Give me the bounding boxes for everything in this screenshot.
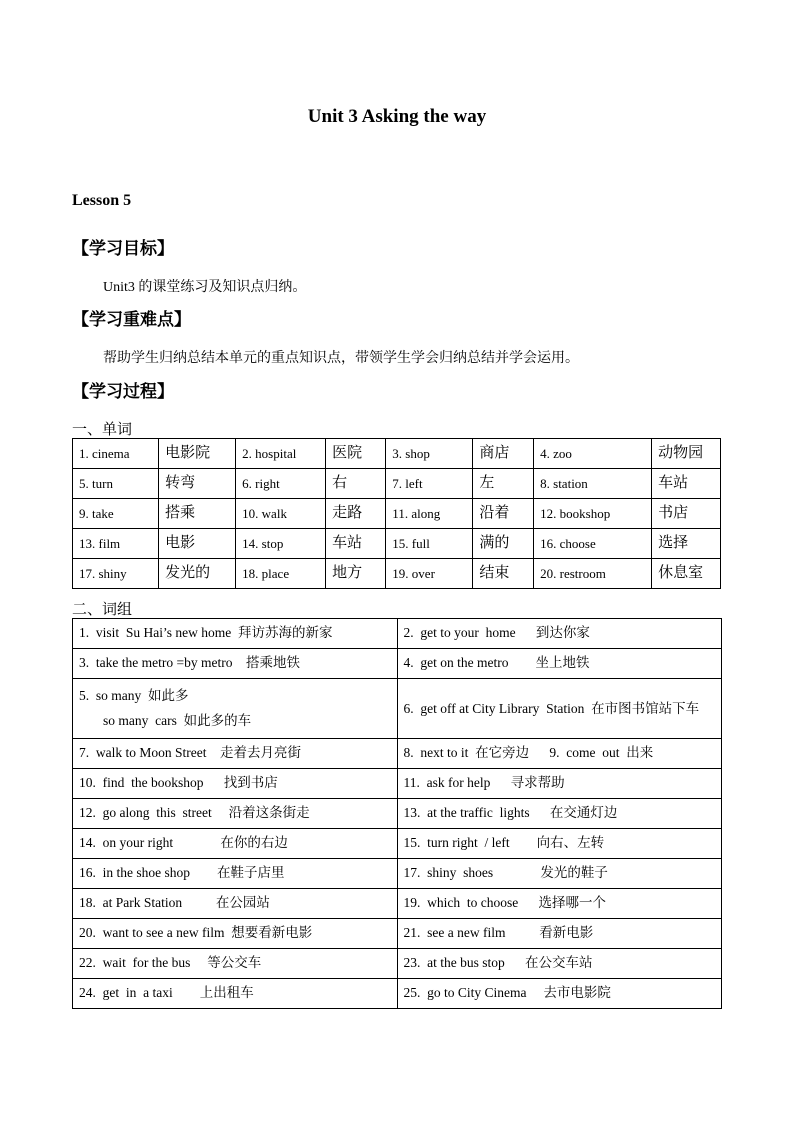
vocab-word: 19. over	[386, 559, 473, 589]
phrase-cell: 8. next to it 在它旁边 9. come out 出来	[397, 739, 722, 769]
phrase-row	[73, 649, 722, 679]
phrase-cell: 7. walk to Moon Street 走着去月亮街	[73, 739, 398, 769]
vocab-word: 18. place	[236, 559, 326, 589]
vocab-meaning: 车站	[652, 469, 721, 499]
vocab-meaning: 走路	[326, 499, 386, 529]
vocab-meaning: 搭乘	[159, 499, 236, 529]
phrase-cell: 17. shiny shoes 发光的鞋子	[397, 859, 722, 889]
vocab-word: 3. shop	[386, 439, 473, 469]
vocab-meaning: 沿着	[473, 499, 534, 529]
vocab-word: 8. station	[534, 469, 652, 499]
phrase-row	[73, 799, 722, 829]
phrase-row	[73, 829, 722, 859]
phrase-cell: 13. at the traffic lights 在交通灯边	[397, 799, 722, 829]
phrase-cell: 18. at Park Station 在公园站	[73, 889, 398, 919]
phrase-line: 5. so many 如此多	[79, 688, 189, 704]
key-text: 帮助学生归纳总结本单元的重点知识点，带领学生学会归纳总结并学会运用。	[103, 351, 579, 366]
vocab-meaning: 结束	[473, 559, 534, 589]
phrase-row	[73, 979, 722, 1009]
phrase-cell: 3. take the metro =by metro 搭乘地铁	[73, 649, 398, 679]
phrase-cell: 2. get to your home 到达你家	[397, 619, 722, 649]
vocab-heading: 一、单词	[72, 422, 133, 438]
vocab-word: 10. walk	[236, 499, 326, 529]
vocab-word: 7. left	[386, 469, 473, 499]
phrase-cell: 19. which to choose 选择哪一个	[397, 889, 722, 919]
phrase-row	[73, 739, 722, 769]
phrase-cell: 4. get on the metro 坐上地铁	[397, 649, 722, 679]
phrase-cell: 12. go along this street 沿着这条街走	[73, 799, 398, 829]
phrase-cell: 15. turn right / left 向右、左转	[397, 829, 722, 859]
vocab-meaning: 满的	[473, 529, 534, 559]
page-title: Unit 3 Asking the way	[307, 106, 487, 127]
vocab-meaning: 左	[473, 469, 534, 499]
vocab-meaning: 商店	[473, 439, 534, 469]
goal-heading: 【学习目标】	[72, 239, 174, 258]
vocab-meaning: 休息室	[652, 559, 721, 589]
phrase-cell: 21. see a new film 看新电影	[397, 919, 722, 949]
phrase-table	[72, 618, 722, 1009]
phrase-row	[73, 619, 722, 649]
vocab-meaning: 动物园	[652, 439, 721, 469]
vocab-word: 4. zoo	[534, 439, 652, 469]
lesson-title: Lesson 5	[72, 192, 132, 209]
vocab-meaning: 发光的	[159, 559, 236, 589]
vocab-word: 13. film	[73, 529, 159, 559]
phrase-cell: 14. on your right 在你的右边	[73, 829, 398, 859]
vocab-meaning: 书店	[652, 499, 721, 529]
vocab-meaning: 右	[326, 469, 386, 499]
vocab-row	[73, 559, 721, 589]
vocab-meaning: 选择	[652, 529, 721, 559]
key-heading: 【学习重难点】	[72, 310, 191, 329]
phrase-cell: 20. want to see a new film 想要看新电影	[73, 919, 398, 949]
phrase-row	[73, 859, 722, 889]
phrase-cell: 11. ask for help 寻求帮助	[397, 769, 722, 799]
vocab-row	[73, 469, 721, 499]
vocab-word: 11. along	[386, 499, 473, 529]
phrase-line: so many cars 如此多的车	[103, 712, 252, 728]
vocab-word: 12. bookshop	[534, 499, 652, 529]
vocab-word: 2. hospital	[236, 439, 326, 469]
vocab-word: 6. right	[236, 469, 326, 499]
vocab-meaning: 车站	[326, 529, 386, 559]
phrase-row	[73, 889, 722, 919]
vocab-word: 14. stop	[236, 529, 326, 559]
goal-text: Unit3 的课堂练习及知识点归纳。	[103, 280, 307, 295]
vocab-table	[72, 438, 721, 589]
phrase-cell: 22. wait for the bus 等公交车	[73, 949, 398, 979]
phrase-row	[73, 919, 722, 949]
phrase-heading: 二、词组	[72, 602, 133, 618]
phrase-cell: 24. get in a taxi 上出租车	[73, 979, 398, 1009]
phrase-row	[73, 949, 722, 979]
phrase-row	[73, 769, 722, 799]
vocab-row	[73, 439, 721, 469]
vocab-row	[73, 529, 721, 559]
phrase-cell: 6. get off at City Library Station 在市图书馆站下车	[397, 679, 722, 739]
phrase-cell: 25. go to City Cinema 去市电影院	[397, 979, 722, 1009]
vocab-word: 1. cinema	[73, 439, 159, 469]
phrase-cell: 16. in the shoe shop 在鞋子店里	[73, 859, 398, 889]
vocab-row	[73, 499, 721, 529]
vocab-meaning: 电影	[159, 529, 236, 559]
phrase-cell: 1. visit Su Hai’s new home 拜访苏海的新家	[73, 619, 398, 649]
vocab-word: 5. turn	[73, 469, 159, 499]
vocab-meaning: 转弯	[159, 469, 236, 499]
vocab-word: 9. take	[73, 499, 159, 529]
phrase-cell	[73, 679, 398, 739]
phrase-cell: 10. find the bookshop 找到书店	[73, 769, 398, 799]
vocab-meaning: 电影院	[159, 439, 236, 469]
vocab-meaning: 地方	[326, 559, 386, 589]
phrase-row	[73, 679, 722, 739]
phrase-cell: 23. at the bus stop 在公交车站	[397, 949, 722, 979]
vocab-word: 17. shiny	[73, 559, 159, 589]
vocab-word: 15. full	[386, 529, 473, 559]
process-heading: 【学习过程】	[72, 382, 174, 401]
vocab-word: 20. restroom	[534, 559, 652, 589]
vocab-word: 16. choose	[534, 529, 652, 559]
vocab-meaning: 医院	[326, 439, 386, 469]
